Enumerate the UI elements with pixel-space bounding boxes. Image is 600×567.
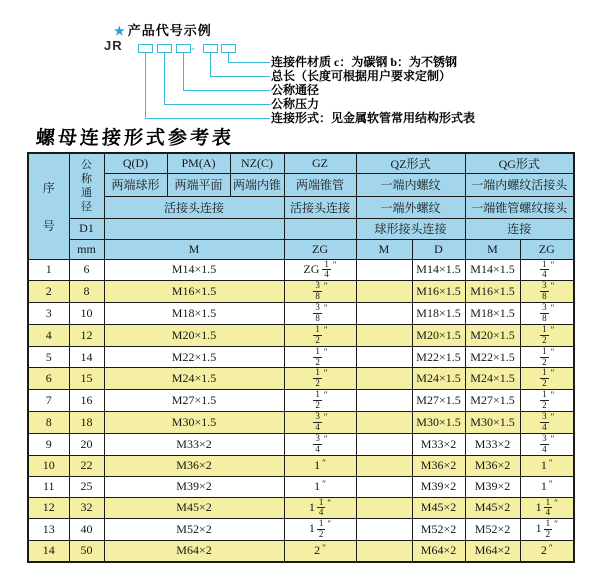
code-label-connection: 连接形式：见金属软管常用结构形式表 bbox=[271, 111, 476, 125]
cell-qz-m bbox=[356, 259, 412, 281]
cell-dn: 40 bbox=[69, 519, 104, 541]
header-form-qg: QG形式 bbox=[465, 153, 574, 173]
header-form-pma: PM(A) bbox=[167, 153, 230, 173]
cell-seq: 14 bbox=[28, 541, 69, 562]
cell-qz-m bbox=[356, 281, 412, 303]
cell-gz: $\frac{1}{2}$ ″ bbox=[284, 390, 356, 412]
cell-qz-d: M20×1.5 bbox=[412, 324, 465, 346]
header-conn-label: 连接 bbox=[465, 218, 574, 239]
cell-gz: $\frac{1}{2}$ ″ bbox=[284, 346, 356, 368]
header-unit-zg: ZG bbox=[284, 239, 356, 259]
table-row bbox=[28, 433, 574, 455]
cell-qg-m: M39×2 bbox=[465, 476, 520, 497]
cell-m-thread: M27×1.5 bbox=[104, 390, 284, 412]
header-desc-gz: 两端锥管 bbox=[284, 173, 356, 196]
cell-seq: 13 bbox=[28, 519, 69, 541]
table-row bbox=[28, 455, 574, 476]
cell-gz: $\frac{3}{4}$ ″ bbox=[284, 433, 356, 455]
cell-m-thread: M24×1.5 bbox=[104, 368, 284, 390]
cell-dn: 10 bbox=[69, 303, 104, 325]
header-desc-nzc: 两端内锥 bbox=[230, 173, 284, 196]
cell-qz-m bbox=[356, 433, 412, 455]
cell-qz-d: M39×2 bbox=[412, 476, 465, 497]
table-row bbox=[28, 324, 574, 346]
cell-qz-m bbox=[356, 541, 412, 562]
header-nominal-diameter: 公 称 通 径 bbox=[69, 153, 104, 218]
cell-gz: $\frac{1}{2}$ ″ bbox=[284, 368, 356, 390]
cell-gz: 1 ″ bbox=[284, 476, 356, 497]
header-unit-qg-zg: ZG bbox=[520, 239, 574, 259]
header-form-qz: QZ形式 bbox=[356, 153, 465, 173]
table-title: 螺母连接形式参考表 bbox=[35, 128, 235, 149]
header-blank-gz bbox=[284, 218, 356, 239]
cell-qg-m: M16×1.5 bbox=[465, 281, 520, 303]
cell-qg-m: M20×1.5 bbox=[465, 324, 520, 346]
cell-qg-m: M22×1.5 bbox=[465, 346, 520, 368]
header-form-qd: Q(D) bbox=[104, 153, 167, 173]
cell-qz-d: M27×1.5 bbox=[412, 390, 465, 412]
cell-qz-d: M30×1.5 bbox=[412, 411, 465, 433]
cell-qg-m: M30×1.5 bbox=[465, 411, 520, 433]
cell-qg-zg: $\frac{3}{4}$ ″ bbox=[520, 433, 574, 455]
cell-m-thread: M64×2 bbox=[104, 541, 284, 562]
cell-dn: 16 bbox=[69, 390, 104, 412]
header-ball-joint-conn: 球形接头连接 bbox=[356, 218, 465, 239]
header-unit-qz-d: D bbox=[412, 239, 465, 259]
cell-qz-d: M14×1.5 bbox=[412, 259, 465, 281]
header-unit-m: M bbox=[104, 239, 284, 259]
table-row bbox=[28, 281, 574, 303]
code-label-length: 总长（长度可根据用户要求定制） bbox=[271, 69, 452, 83]
header-conn-gz: 活接头连接 bbox=[284, 196, 356, 218]
cell-qg-zg: 1 ″ bbox=[520, 476, 574, 497]
cell-qz-d: M18×1.5 bbox=[412, 303, 465, 325]
cell-qg-zg: $\frac{1}{2}$ ″ bbox=[520, 346, 574, 368]
cell-qz-m bbox=[356, 497, 412, 519]
cell-seq: 4 bbox=[28, 324, 69, 346]
cell-qg-zg: $\frac{3}{8}$ ″ bbox=[520, 281, 574, 303]
header-desc-qz: 一端内螺纹 bbox=[356, 173, 465, 196]
cell-seq: 9 bbox=[28, 433, 69, 455]
cell-m-thread: M14×1.5 bbox=[104, 259, 284, 281]
cell-qz-m bbox=[356, 346, 412, 368]
cell-m-thread: M52×2 bbox=[104, 519, 284, 541]
header-d1: D1 bbox=[69, 218, 104, 239]
cell-qz-d: M52×2 bbox=[412, 519, 465, 541]
cell-m-thread: M18×1.5 bbox=[104, 303, 284, 325]
header-form-gz: GZ bbox=[284, 153, 356, 173]
cell-qg-m: M18×1.5 bbox=[465, 303, 520, 325]
cell-gz: $\frac{3}{8}$ ″ bbox=[284, 281, 356, 303]
header-conn-qz: 一端外螺纹 bbox=[356, 196, 465, 218]
cell-dn: 32 bbox=[69, 497, 104, 519]
nut-connection-reference-table bbox=[27, 152, 575, 563]
cell-qg-zg: $\frac{1}{2}$ ″ bbox=[520, 368, 574, 390]
table-row bbox=[28, 411, 574, 433]
table-row bbox=[28, 303, 574, 325]
cell-qg-zg: $\frac{3}{8}$ ″ bbox=[520, 303, 574, 325]
header-desc-qd: 两端球形 bbox=[104, 173, 167, 196]
code-label-pressure: 公称压力 bbox=[271, 97, 320, 111]
cell-qz-d: M64×2 bbox=[412, 541, 465, 562]
header-form-nzc: NZ(C) bbox=[230, 153, 284, 173]
header-unit-qg-m: M bbox=[465, 239, 520, 259]
table-row bbox=[28, 476, 574, 497]
cell-seq: 6 bbox=[28, 368, 69, 390]
code-label-material: 连接件材质 c：为碳钢 b：为不锈钢 bbox=[271, 55, 458, 69]
cell-qg-m: M52×2 bbox=[465, 519, 520, 541]
cell-m-thread: M16×1.5 bbox=[104, 281, 284, 303]
cell-qz-d: M36×2 bbox=[412, 455, 465, 476]
cell-qg-zg: 1 ″ bbox=[520, 455, 574, 476]
header-desc-qg: 一端内螺纹活接头 bbox=[465, 173, 574, 196]
cell-qz-d: M45×2 bbox=[412, 497, 465, 519]
table-row bbox=[28, 259, 574, 281]
cell-dn: 12 bbox=[69, 324, 104, 346]
cell-qz-m bbox=[356, 476, 412, 497]
cell-qz-m bbox=[356, 324, 412, 346]
table-row bbox=[28, 390, 574, 412]
cell-qz-m bbox=[356, 390, 412, 412]
table-row bbox=[28, 346, 574, 368]
cell-qz-m bbox=[356, 411, 412, 433]
cell-qg-zg: $\frac{1}{2}$ ″ bbox=[520, 390, 574, 412]
cell-qg-m: M27×1.5 bbox=[465, 390, 520, 412]
cell-m-thread: M36×2 bbox=[104, 455, 284, 476]
cell-seq: 7 bbox=[28, 390, 69, 412]
cell-qz-m bbox=[356, 519, 412, 541]
cell-dn: 25 bbox=[69, 476, 104, 497]
cell-dn: 15 bbox=[69, 368, 104, 390]
cell-gz: $\frac{3}{8}$ ″ bbox=[284, 303, 356, 325]
cell-qz-d: M33×2 bbox=[412, 433, 465, 455]
cell-qg-zg: 1 $\frac{1}{2}$ ″ bbox=[520, 519, 574, 541]
cell-qz-m bbox=[356, 303, 412, 325]
header-desc-pma: 两端平面 bbox=[167, 173, 230, 196]
header-blank-left bbox=[104, 218, 284, 239]
cell-gz: 1 ″ bbox=[284, 455, 356, 476]
star-icon: ★ bbox=[114, 24, 126, 38]
cell-qg-zg: $\frac{1}{4}$ ″ bbox=[520, 259, 574, 281]
cell-m-thread: M33×2 bbox=[104, 433, 284, 455]
header-conn-union: 活接头连接 bbox=[104, 196, 284, 218]
product-code-prefix: JR bbox=[104, 38, 123, 53]
cell-seq: 2 bbox=[28, 281, 69, 303]
header-seq: 序 号 bbox=[28, 153, 69, 259]
cell-dn: 22 bbox=[69, 455, 104, 476]
cell-gz: 1 $\frac{1}{2}$ ″ bbox=[284, 519, 356, 541]
cell-dn: 8 bbox=[69, 281, 104, 303]
cell-qg-zg: $\frac{1}{2}$ ″ bbox=[520, 324, 574, 346]
cell-seq: 10 bbox=[28, 455, 69, 476]
cell-m-thread: M39×2 bbox=[104, 476, 284, 497]
cell-gz: $\frac{1}{2}$ ″ bbox=[284, 324, 356, 346]
cell-qz-m bbox=[356, 368, 412, 390]
cell-dn: 6 bbox=[69, 259, 104, 281]
cell-gz: 1 $\frac{1}{4}$ ″ bbox=[284, 497, 356, 519]
table-row bbox=[28, 541, 574, 562]
cell-qz-m bbox=[356, 455, 412, 476]
table-row bbox=[28, 368, 574, 390]
header-unit-qz-m: M bbox=[356, 239, 412, 259]
cell-gz: 2 ″ bbox=[284, 541, 356, 562]
leader-line bbox=[145, 52, 270, 119]
cell-seq: 5 bbox=[28, 346, 69, 368]
code-label-diameter: 公称通径 bbox=[271, 83, 320, 97]
cell-qz-d: M24×1.5 bbox=[412, 368, 465, 390]
cell-dn: 20 bbox=[69, 433, 104, 455]
cell-qg-m: M36×2 bbox=[465, 455, 520, 476]
cell-qg-zg: 1 $\frac{1}{4}$ ″ bbox=[520, 497, 574, 519]
code-dash: - bbox=[191, 41, 195, 55]
cell-gz: ZG $\frac{1}{4}$ ″ bbox=[284, 259, 356, 281]
cell-seq: 12 bbox=[28, 497, 69, 519]
cell-m-thread: M20×1.5 bbox=[104, 324, 284, 346]
cell-qz-d: M22×1.5 bbox=[412, 346, 465, 368]
product-code-heading-text: 产品代号示例 bbox=[127, 23, 212, 38]
cell-qg-m: M33×2 bbox=[465, 433, 520, 455]
cell-qg-m: M14×1.5 bbox=[465, 259, 520, 281]
product-code-heading bbox=[114, 20, 212, 39]
header-mm: mm bbox=[69, 239, 104, 259]
cell-seq: 11 bbox=[28, 476, 69, 497]
cell-gz: $\frac{3}{4}$ ″ bbox=[284, 411, 356, 433]
table-row bbox=[28, 497, 574, 519]
cell-qg-m: M24×1.5 bbox=[465, 368, 520, 390]
cell-m-thread: M30×1.5 bbox=[104, 411, 284, 433]
cell-qz-d: M16×1.5 bbox=[412, 281, 465, 303]
cell-qg-m: M45×2 bbox=[465, 497, 520, 519]
cell-seq: 8 bbox=[28, 411, 69, 433]
cell-seq: 3 bbox=[28, 303, 69, 325]
cell-dn: 50 bbox=[69, 541, 104, 562]
cell-qg-m: M64×2 bbox=[465, 541, 520, 562]
cell-dn: 14 bbox=[69, 346, 104, 368]
cell-qg-zg: $\frac{3}{4}$ ″ bbox=[520, 411, 574, 433]
cell-seq: 1 bbox=[28, 259, 69, 281]
cell-m-thread: M45×2 bbox=[104, 497, 284, 519]
table-row bbox=[28, 519, 574, 541]
cell-dn: 18 bbox=[69, 411, 104, 433]
cell-m-thread: M22×1.5 bbox=[104, 346, 284, 368]
header-conn-qg: 一端锥管螺纹接头 bbox=[465, 196, 574, 218]
cell-qg-zg: 2 ″ bbox=[520, 541, 574, 562]
